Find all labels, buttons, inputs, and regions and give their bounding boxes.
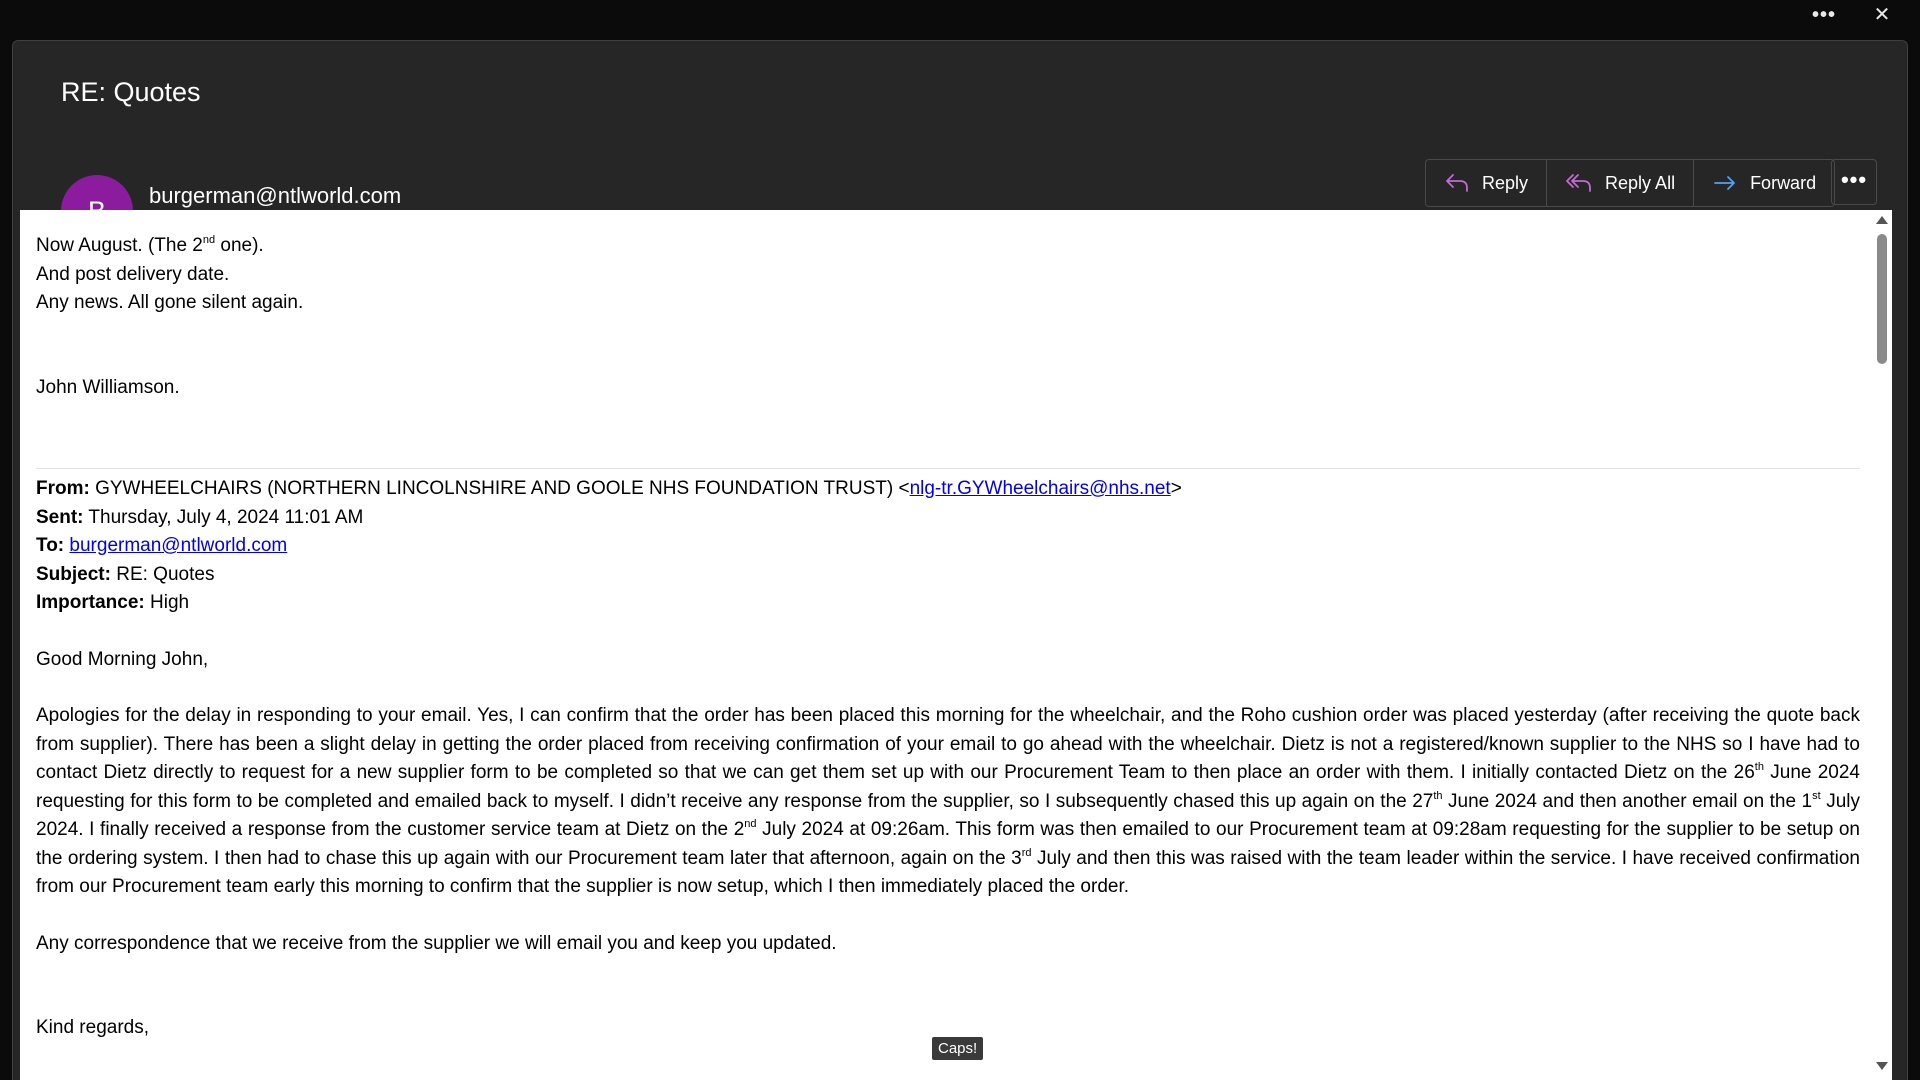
sender-address[interactable]: burgerman@ntlworld.com [149, 183, 402, 208]
quoted-sent: Sent: Thursday, July 4, 2024 11:01 AM [36, 506, 364, 528]
forward-label: Forward [1750, 172, 1817, 193]
message-subject: RE: Quotes [61, 77, 201, 107]
caps-lock-toast: Caps! [932, 1037, 983, 1060]
reply-label: Reply [1482, 172, 1529, 193]
reply-all-icon [1565, 172, 1593, 194]
reply-all-button[interactable] [1547, 160, 1694, 206]
quoted-to: To: burgerman@ntlworld.com [36, 535, 288, 556]
body-line: Now August. (The 2nd one). [36, 234, 264, 256]
reply-button-group [1425, 159, 1835, 207]
body-line: And post delivery date. [36, 263, 230, 285]
closing: Kind regards, [36, 1017, 150, 1038]
title-bar [0, 0, 1920, 30]
quoted-subject: Subject: RE: Quotes [36, 563, 215, 585]
reply-button[interactable] [1426, 160, 1547, 206]
quoted-importance: Importance: High [36, 592, 190, 613]
forward-button[interactable] [1694, 160, 1834, 206]
forward-icon [1712, 172, 1738, 194]
body-line: Any news. All gone silent again. [36, 292, 304, 313]
more-actions-button[interactable]: ••• [1831, 159, 1877, 205]
scroll-up-arrow-icon[interactable] [1876, 216, 1888, 224]
to-email-link[interactable]: burgerman@ntlworld.com [69, 535, 288, 556]
second-paragraph: Any correspondence that we receive from the supplier we will email you and keep you updated. [36, 932, 837, 954]
reply-icon [1444, 172, 1470, 194]
message-actions [1425, 159, 1835, 207]
scrollbar-thumb[interactable] [1877, 234, 1887, 364]
reply-all-label: Reply All [1605, 172, 1676, 193]
from-email-link[interactable]: nlg-tr.GYWheelchairs@nhs.net [909, 478, 1171, 499]
message-text [36, 232, 1860, 1043]
more-options-icon[interactable]: ••• [1811, 4, 1836, 26]
quote-divider [36, 468, 1860, 469]
signature: John Williamson. [36, 376, 180, 398]
close-icon[interactable]: ✕ [1873, 4, 1891, 26]
quoted-from: From: GYWHEELCHAIRS (NORTHERN LINCOLNSHIRE AND GOOLE NHS FOUNDATION TRUST) <nlg-tr.GYWheelchairs@nhs.net> [36, 478, 1182, 499]
vertical-scrollbar[interactable] [1872, 210, 1892, 1080]
greeting: Good Morning John, [36, 648, 209, 670]
message-body[interactable] [20, 210, 1872, 1080]
main-paragraph: Apologies for the delay in responding to your email. Yes, I can confirm that the order has been placed this morning for the wheelchair, and the Roho cushion order was placed yesterday (after receiving the quote back from supplier). There has been a slight delay in getting the order placed from receiving confirmation of your email to go ahead with the wheelchair. Dietz is not a registered/known supplier to the NHS so I have had to contact Dietz directly to request for a new supplier form to be completed so that we can get them set up with our Procurement Team to then place an order with them. I initially contacted Dietz on the 26th June 2024 requesting for this form to be completed and emailed back to myself. I didn’t receive any response from the supplier, so I subsequently chased this up again on the 27th June 2024 and then another email on the 1st July 2024. I finally received a response from the customer service team at Dietz on the 2nd July 2024 at 09:26am. This form was then emailed to our Procurement team at 09:28am requesting for the supplier to be setup on the ordering system. I then had to chase this up again with our Procurement team later that afternoon, again on the 3rd July and then this was raised with the team leader within the service. I have received confirmation from our Procurement team early this morning to confirm that the supplier is now setup, which I then immediately placed the order. [36, 705, 1861, 897]
scroll-down-arrow-icon[interactable] [1876, 1062, 1888, 1070]
